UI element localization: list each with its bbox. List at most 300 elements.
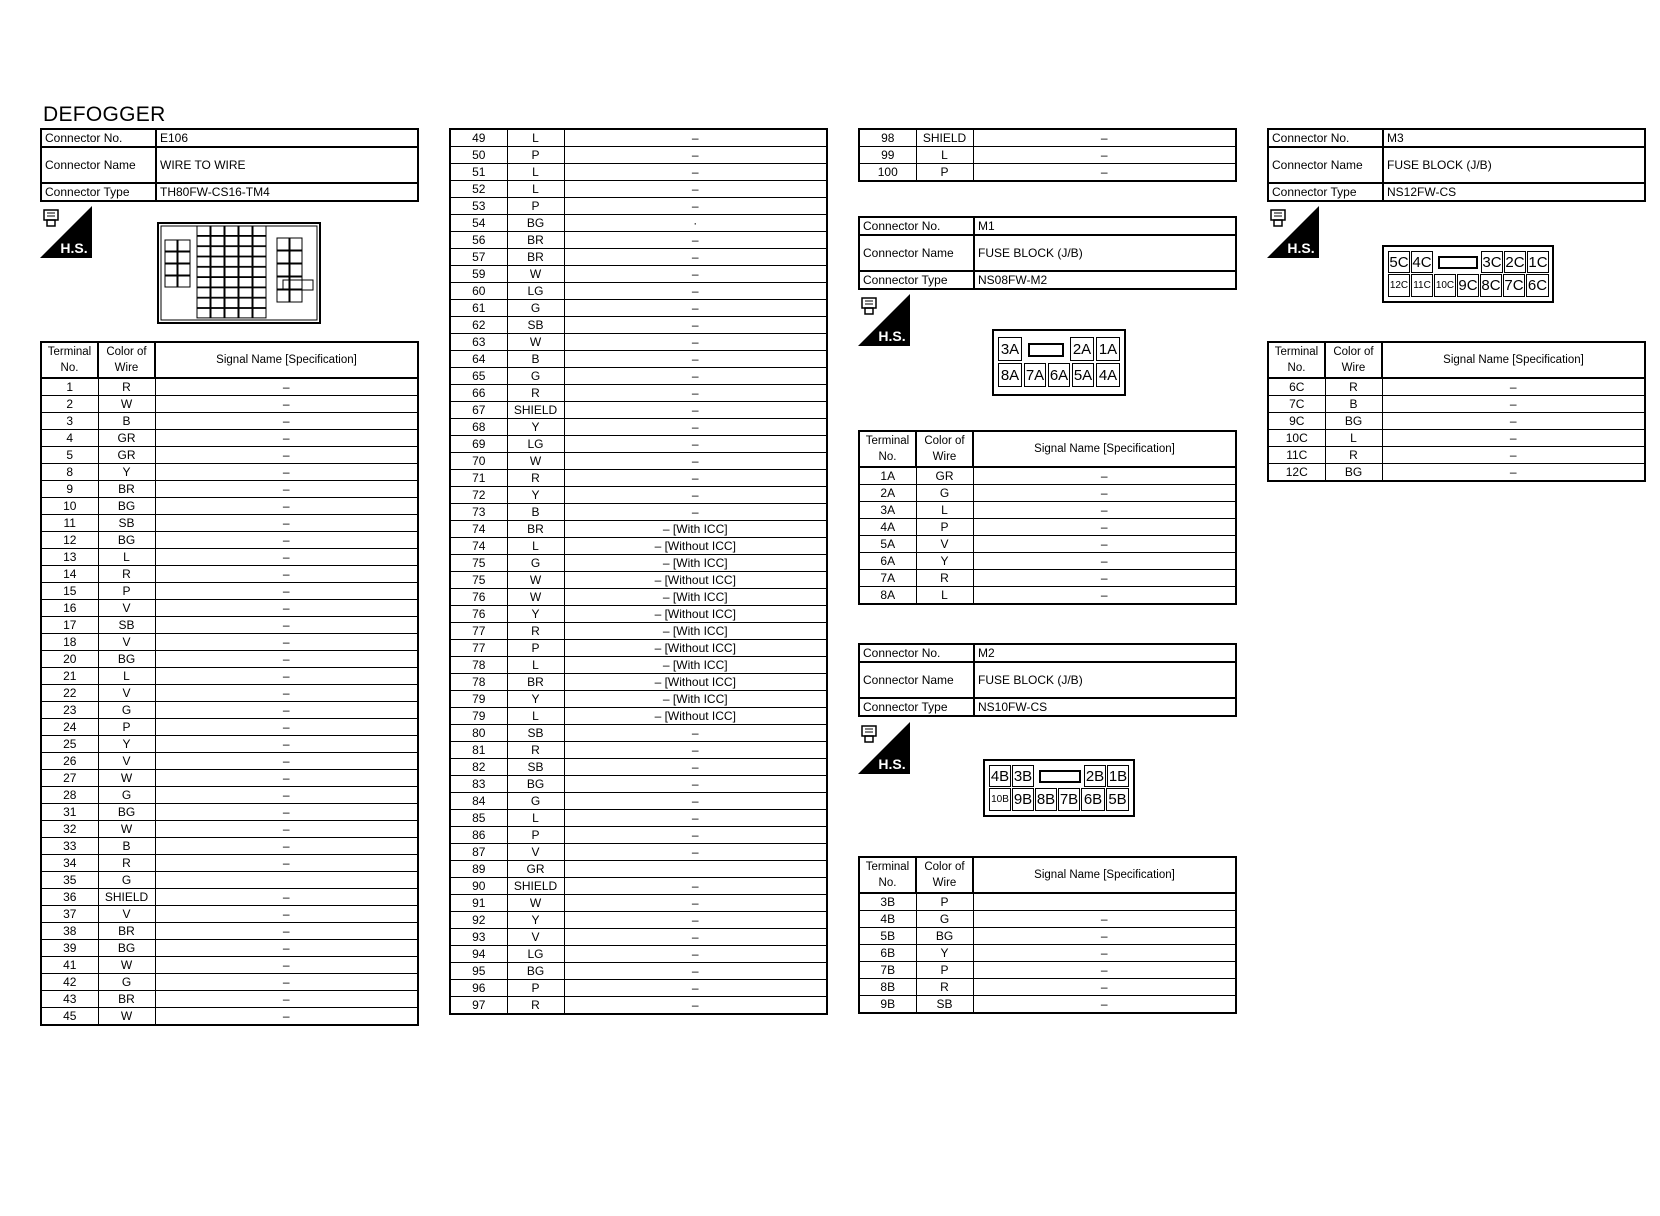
table-row bbox=[41, 702, 418, 719]
terminal-no-cell: 61 bbox=[450, 300, 507, 317]
terminal-no-cell: 35 bbox=[41, 872, 98, 889]
signal-name-cell: – [Without ICC] bbox=[564, 640, 827, 657]
terminal-no-cell: 78 bbox=[450, 674, 507, 691]
terminal-no-cell: 1 bbox=[41, 378, 98, 396]
terminal-no-cell: 75 bbox=[450, 555, 507, 572]
th-color: Color of Wire bbox=[98, 342, 155, 378]
wire-color-cell: GR bbox=[507, 861, 564, 878]
connector-no-label: Connector No. bbox=[41, 129, 156, 147]
table-row bbox=[41, 923, 418, 940]
wire-color-cell: Y bbox=[507, 691, 564, 708]
signal-name-cell: – [With ICC] bbox=[564, 521, 827, 538]
terminal-no-cell: 7B bbox=[859, 962, 916, 979]
wire-color-cell: V bbox=[507, 844, 564, 861]
connector-type-value: NS10FW-CS bbox=[974, 698, 1236, 716]
terminal-no-cell: 86 bbox=[450, 827, 507, 844]
table-row bbox=[41, 821, 418, 838]
signal-name-cell: – bbox=[973, 911, 1236, 928]
signal-name-cell: – bbox=[973, 553, 1236, 570]
signal-name-cell: – bbox=[155, 889, 418, 906]
terminal-no-cell: 84 bbox=[450, 793, 507, 810]
table-row bbox=[450, 487, 827, 504]
pin: 12C bbox=[1388, 274, 1410, 297]
table-row bbox=[859, 911, 1236, 928]
signal-name-cell: – bbox=[155, 378, 418, 396]
pin: 3B bbox=[1012, 765, 1034, 787]
wire-color-cell: G bbox=[507, 793, 564, 810]
table-row bbox=[859, 587, 1236, 605]
table-row bbox=[450, 555, 827, 572]
svg-text:H.S.: H.S. bbox=[60, 240, 88, 256]
wire-color-cell: V bbox=[98, 906, 155, 923]
signal-name-cell: – bbox=[1382, 413, 1645, 430]
wire-color-cell: P bbox=[98, 583, 155, 600]
connector-name-value: FUSE BLOCK (J/B) bbox=[974, 662, 1236, 698]
connector-type-value: TH80FW-CS16-TM4 bbox=[156, 183, 418, 201]
table-row bbox=[41, 600, 418, 617]
table-row bbox=[450, 589, 827, 606]
wire-color-cell: G bbox=[507, 555, 564, 572]
wire-color-cell: R bbox=[507, 470, 564, 487]
table-row bbox=[450, 946, 827, 963]
wire-color-cell: G bbox=[916, 911, 973, 928]
table-row bbox=[450, 963, 827, 980]
signal-name-cell: – bbox=[155, 906, 418, 923]
pin: 2C bbox=[1504, 251, 1526, 273]
table-row bbox=[41, 736, 418, 753]
signal-name-cell: – bbox=[155, 719, 418, 736]
wire-color-cell: BG bbox=[507, 776, 564, 793]
page-title: DEFOGGER bbox=[43, 103, 166, 126]
wire-color-cell: P bbox=[916, 962, 973, 979]
table-row bbox=[450, 402, 827, 419]
signal-name-cell: – bbox=[564, 300, 827, 317]
terminal-no-cell: 38 bbox=[41, 923, 98, 940]
connector-type-label: Connector Type bbox=[859, 698, 974, 716]
wire-color-cell: BG bbox=[98, 532, 155, 549]
connector-no-value: E106 bbox=[156, 129, 418, 147]
terminal-no-cell: 68 bbox=[450, 419, 507, 436]
signal-name-cell: – bbox=[564, 470, 827, 487]
terminal-no-cell: 4B bbox=[859, 911, 916, 928]
signal-name-cell: – bbox=[155, 787, 418, 804]
table-row bbox=[41, 872, 418, 889]
terminal-no-cell: 11C bbox=[1268, 447, 1325, 464]
wire-color-cell: P bbox=[98, 719, 155, 736]
wire-color-cell: P bbox=[916, 164, 973, 182]
connector-no-label: Connector No. bbox=[1268, 129, 1383, 147]
terminal-no-cell: 20 bbox=[41, 651, 98, 668]
connector-type-label: Connector Type bbox=[1268, 183, 1383, 201]
wire-color-cell: Y bbox=[507, 419, 564, 436]
hs-connector-icon bbox=[858, 722, 910, 774]
th-color: Color of Wire bbox=[916, 431, 973, 467]
wire-color-cell: L bbox=[98, 549, 155, 566]
signal-name-cell: – [With ICC] bbox=[564, 623, 827, 640]
table-row bbox=[41, 855, 418, 872]
signal-name-cell: – bbox=[564, 402, 827, 419]
terminal-no-cell: 37 bbox=[41, 906, 98, 923]
m1-connector-diagram bbox=[992, 329, 1126, 396]
signal-name-cell: – bbox=[973, 570, 1236, 587]
signal-name-cell: – bbox=[1382, 396, 1645, 413]
pin: 6B bbox=[1081, 788, 1105, 811]
terminal-no-cell: 39 bbox=[41, 940, 98, 957]
m2-info-table bbox=[858, 643, 1237, 717]
table-row bbox=[450, 606, 827, 623]
pin: 9C bbox=[1457, 274, 1479, 297]
terminal-no-cell: 4 bbox=[41, 430, 98, 447]
signal-name-cell: – bbox=[564, 317, 827, 334]
table-row bbox=[450, 181, 827, 198]
wire-color-cell: V bbox=[507, 929, 564, 946]
terminal-no-cell: 93 bbox=[450, 929, 507, 946]
signal-name-cell: – bbox=[564, 164, 827, 181]
signal-name-cell: – bbox=[564, 249, 827, 266]
terminal-no-cell: 16 bbox=[41, 600, 98, 617]
pin: 8B bbox=[1035, 788, 1057, 811]
table-row bbox=[450, 572, 827, 589]
pin: 6C bbox=[1526, 274, 1549, 297]
table-row bbox=[41, 617, 418, 634]
signal-name-cell bbox=[564, 861, 827, 878]
wire-color-cell: B bbox=[507, 351, 564, 368]
th-color: Color of Wire bbox=[916, 857, 973, 893]
signal-name-cell: – bbox=[564, 504, 827, 521]
wire-color-cell: Y bbox=[507, 487, 564, 504]
pin: 2A bbox=[1070, 337, 1094, 361]
terminal-no-cell: 76 bbox=[450, 589, 507, 606]
signal-name-cell: – bbox=[564, 129, 827, 147]
signal-name-cell: – bbox=[564, 232, 827, 249]
signal-name-cell: – [Without ICC] bbox=[564, 606, 827, 623]
pin: 1C bbox=[1527, 251, 1549, 273]
wire-color-cell: R bbox=[1325, 378, 1382, 396]
terminal-no-cell: 25 bbox=[41, 736, 98, 753]
terminal-no-cell: 75 bbox=[450, 572, 507, 589]
svg-text:H.S.: H.S. bbox=[878, 328, 906, 344]
connector-no-label: Connector No. bbox=[859, 644, 974, 662]
terminal-no-cell: 66 bbox=[450, 385, 507, 402]
signal-name-cell bbox=[155, 872, 418, 889]
terminal-no-cell: 27 bbox=[41, 770, 98, 787]
table-row bbox=[859, 485, 1236, 502]
signal-name-cell: – bbox=[973, 945, 1236, 962]
terminal-no-cell: 3A bbox=[859, 502, 916, 519]
signal-name-cell: – bbox=[564, 419, 827, 436]
table-row bbox=[41, 838, 418, 855]
wire-color-cell: P bbox=[507, 640, 564, 657]
e106-connector-diagram bbox=[157, 222, 321, 324]
pin: 5B bbox=[1106, 788, 1129, 811]
pin: 5C bbox=[1388, 251, 1410, 273]
signal-name-cell: – [With ICC] bbox=[564, 691, 827, 708]
signal-name-cell: – bbox=[155, 481, 418, 498]
table-row bbox=[41, 481, 418, 498]
signal-name-cell: – bbox=[155, 991, 418, 1008]
table-row bbox=[450, 215, 827, 232]
terminal-no-cell: 100 bbox=[859, 164, 916, 182]
terminal-no-cell: 79 bbox=[450, 691, 507, 708]
hs-connector-icon bbox=[40, 206, 92, 258]
signal-name-cell bbox=[973, 893, 1236, 911]
signal-name-cell: – bbox=[564, 385, 827, 402]
table-row bbox=[450, 283, 827, 300]
wire-color-cell: G bbox=[98, 787, 155, 804]
signal-name-cell: – bbox=[155, 702, 418, 719]
table-row bbox=[450, 759, 827, 776]
signal-name-cell: – bbox=[155, 498, 418, 515]
wire-color-cell: G bbox=[98, 872, 155, 889]
connector-name-label: Connector Name bbox=[859, 235, 974, 271]
terminal-no-cell: 49 bbox=[450, 129, 507, 147]
wire-color-cell: R bbox=[98, 566, 155, 583]
terminal-no-cell: 56 bbox=[450, 232, 507, 249]
terminal-no-cell: 51 bbox=[450, 164, 507, 181]
terminal-no-cell: 53 bbox=[450, 198, 507, 215]
wire-color-cell: L bbox=[507, 810, 564, 827]
wire-color-cell: BG bbox=[1325, 413, 1382, 430]
e106-info-table bbox=[40, 128, 419, 202]
signal-name-cell: – bbox=[155, 940, 418, 957]
table-row bbox=[450, 129, 827, 147]
terminal-no-cell: 9 bbox=[41, 481, 98, 498]
signal-name-cell: – bbox=[155, 600, 418, 617]
signal-name-cell: – bbox=[973, 979, 1236, 996]
terminal-no-cell: 5B bbox=[859, 928, 916, 945]
table-row bbox=[450, 810, 827, 827]
wire-color-cell: L bbox=[98, 668, 155, 685]
terminal-no-cell: 34 bbox=[41, 855, 98, 872]
table-row bbox=[450, 232, 827, 249]
terminal-no-cell: 6A bbox=[859, 553, 916, 570]
connector-name-label: Connector Name bbox=[859, 662, 974, 698]
terminal-no-cell: 96 bbox=[450, 980, 507, 997]
th-color: Color of Wire bbox=[1325, 342, 1382, 378]
signal-name-cell: – [With ICC] bbox=[564, 555, 827, 572]
table-row bbox=[41, 753, 418, 770]
wire-color-cell: SHIELD bbox=[916, 129, 973, 147]
table-row bbox=[41, 515, 418, 532]
signal-name-cell: – bbox=[155, 923, 418, 940]
table-row bbox=[859, 129, 1236, 147]
table-row bbox=[859, 164, 1236, 182]
th-terminal: Terminal No. bbox=[859, 431, 916, 467]
table-row bbox=[41, 634, 418, 651]
signal-name-cell: – bbox=[564, 759, 827, 776]
signal-name-cell: – bbox=[155, 974, 418, 991]
signal-name-cell: – bbox=[564, 742, 827, 759]
table-row bbox=[41, 532, 418, 549]
terminal-no-cell: 62 bbox=[450, 317, 507, 334]
signal-name-cell: – bbox=[1382, 378, 1645, 396]
wire-color-cell: SHIELD bbox=[98, 889, 155, 906]
wire-color-cell: W bbox=[98, 821, 155, 838]
terminal-no-cell: 7C bbox=[1268, 396, 1325, 413]
table-row bbox=[450, 844, 827, 861]
signal-name-cell: – bbox=[564, 351, 827, 368]
wire-color-cell: R bbox=[507, 742, 564, 759]
terminal-no-cell: 41 bbox=[41, 957, 98, 974]
svg-text:H.S.: H.S. bbox=[878, 756, 906, 772]
terminal-no-cell: 10 bbox=[41, 498, 98, 515]
table-row bbox=[450, 980, 827, 997]
wire-color-cell: R bbox=[507, 997, 564, 1015]
table-row bbox=[450, 317, 827, 334]
terminal-no-cell: 14 bbox=[41, 566, 98, 583]
wire-color-cell: L bbox=[507, 657, 564, 674]
table-row bbox=[41, 974, 418, 991]
pin: 3A bbox=[998, 337, 1022, 361]
table-row bbox=[859, 536, 1236, 553]
wire-color-cell: SB bbox=[507, 317, 564, 334]
table-row bbox=[450, 623, 827, 640]
signal-name-cell: – bbox=[155, 430, 418, 447]
table-row bbox=[41, 549, 418, 566]
table-row bbox=[450, 742, 827, 759]
table-row bbox=[41, 685, 418, 702]
terminal-no-cell: 23 bbox=[41, 702, 98, 719]
table-row bbox=[859, 962, 1236, 979]
wire-color-cell: BG bbox=[507, 215, 564, 232]
signal-name-cell: – [With ICC] bbox=[564, 657, 827, 674]
wire-color-cell: SHIELD bbox=[507, 402, 564, 419]
signal-name-cell: – bbox=[564, 895, 827, 912]
terminal-no-cell: 71 bbox=[450, 470, 507, 487]
e106-terminal-table-1 bbox=[40, 341, 419, 1026]
terminal-no-cell: 60 bbox=[450, 283, 507, 300]
wire-color-cell: BR bbox=[507, 521, 564, 538]
pin-slot bbox=[1438, 256, 1478, 269]
table-row bbox=[450, 521, 827, 538]
terminal-no-cell: 63 bbox=[450, 334, 507, 351]
terminal-no-cell: 50 bbox=[450, 147, 507, 164]
signal-name-cell: – bbox=[973, 467, 1236, 485]
signal-name-cell: – bbox=[973, 996, 1236, 1014]
wire-color-cell: SB bbox=[98, 617, 155, 634]
wire-color-cell: W bbox=[507, 266, 564, 283]
terminal-no-cell: 94 bbox=[450, 946, 507, 963]
table-row bbox=[450, 300, 827, 317]
signal-name-cell: – bbox=[973, 147, 1236, 164]
signal-name-cell: – [Without ICC] bbox=[564, 538, 827, 555]
wire-color-cell: BG bbox=[98, 498, 155, 515]
m1-terminal-table bbox=[858, 430, 1237, 605]
signal-name-cell: – bbox=[155, 549, 418, 566]
terminal-no-cell: 8A bbox=[859, 587, 916, 605]
signal-name-cell: – bbox=[155, 532, 418, 549]
table-row bbox=[1268, 396, 1645, 413]
signal-name-cell: – bbox=[155, 515, 418, 532]
wire-color-cell: SB bbox=[507, 759, 564, 776]
signal-name-cell: – bbox=[155, 753, 418, 770]
table-row bbox=[450, 895, 827, 912]
signal-name-cell: – bbox=[155, 1008, 418, 1026]
table-row bbox=[450, 793, 827, 810]
table-row bbox=[450, 538, 827, 555]
hs-connector-icon bbox=[858, 294, 910, 346]
table-row bbox=[41, 583, 418, 600]
table-row bbox=[450, 878, 827, 895]
wire-color-cell: GR bbox=[98, 447, 155, 464]
terminal-no-cell: 99 bbox=[859, 147, 916, 164]
connector-type-value: NS12FW-CS bbox=[1383, 183, 1645, 201]
terminal-no-cell: 7A bbox=[859, 570, 916, 587]
table-row bbox=[41, 464, 418, 481]
terminal-no-cell: 24 bbox=[41, 719, 98, 736]
terminal-no-cell: 98 bbox=[859, 129, 916, 147]
wire-color-cell: BG bbox=[507, 963, 564, 980]
table-row bbox=[41, 957, 418, 974]
signal-name-cell: – bbox=[973, 485, 1236, 502]
table-row bbox=[450, 504, 827, 521]
terminal-no-cell: 13 bbox=[41, 549, 98, 566]
wire-color-cell: W bbox=[98, 1008, 155, 1026]
table-row bbox=[41, 719, 418, 736]
table-row bbox=[41, 804, 418, 821]
terminal-no-cell: 89 bbox=[450, 861, 507, 878]
m3-terminal-table bbox=[1267, 341, 1646, 482]
wire-color-cell: P bbox=[507, 980, 564, 997]
table-row bbox=[450, 997, 827, 1015]
pin: 4B bbox=[989, 765, 1011, 787]
signal-name-cell: – bbox=[155, 413, 418, 430]
terminal-no-cell: 78 bbox=[450, 657, 507, 674]
wire-color-cell: L bbox=[507, 538, 564, 555]
table-row bbox=[859, 553, 1236, 570]
table-row bbox=[450, 827, 827, 844]
table-row bbox=[450, 249, 827, 266]
table-row bbox=[859, 928, 1236, 945]
table-row bbox=[450, 385, 827, 402]
terminal-no-cell: 1A bbox=[859, 467, 916, 485]
terminal-no-cell: 83 bbox=[450, 776, 507, 793]
signal-name-cell: – bbox=[973, 164, 1236, 182]
wire-color-cell: W bbox=[507, 589, 564, 606]
wire-color-cell: B bbox=[98, 413, 155, 430]
wire-color-cell: R bbox=[507, 623, 564, 640]
terminal-no-cell: 91 bbox=[450, 895, 507, 912]
signal-name-cell: – bbox=[973, 587, 1236, 605]
table-row bbox=[41, 413, 418, 430]
wire-color-cell: G bbox=[507, 368, 564, 385]
table-row bbox=[41, 651, 418, 668]
terminal-no-cell: 43 bbox=[41, 991, 98, 1008]
svg-text:H.S.: H.S. bbox=[1287, 240, 1315, 256]
wire-color-cell: R bbox=[916, 570, 973, 587]
table-row bbox=[450, 334, 827, 351]
table-row bbox=[41, 378, 418, 396]
signal-name-cell: – bbox=[155, 634, 418, 651]
wire-color-cell: W bbox=[98, 770, 155, 787]
table-row bbox=[450, 198, 827, 215]
table-row bbox=[859, 570, 1236, 587]
wire-color-cell: G bbox=[98, 702, 155, 719]
wire-color-cell: BG bbox=[98, 940, 155, 957]
wire-color-cell: L bbox=[916, 147, 973, 164]
table-row bbox=[859, 519, 1236, 536]
signal-name-cell: · bbox=[564, 215, 827, 232]
signal-name-cell: – bbox=[564, 283, 827, 300]
table-row bbox=[450, 368, 827, 385]
signal-name-cell: – bbox=[564, 453, 827, 470]
pin: 2B bbox=[1084, 765, 1106, 787]
table-row bbox=[41, 498, 418, 515]
pin: 7B bbox=[1058, 788, 1080, 811]
terminal-no-cell: 77 bbox=[450, 640, 507, 657]
pin: 10C bbox=[1434, 274, 1456, 297]
signal-name-cell: – bbox=[155, 685, 418, 702]
